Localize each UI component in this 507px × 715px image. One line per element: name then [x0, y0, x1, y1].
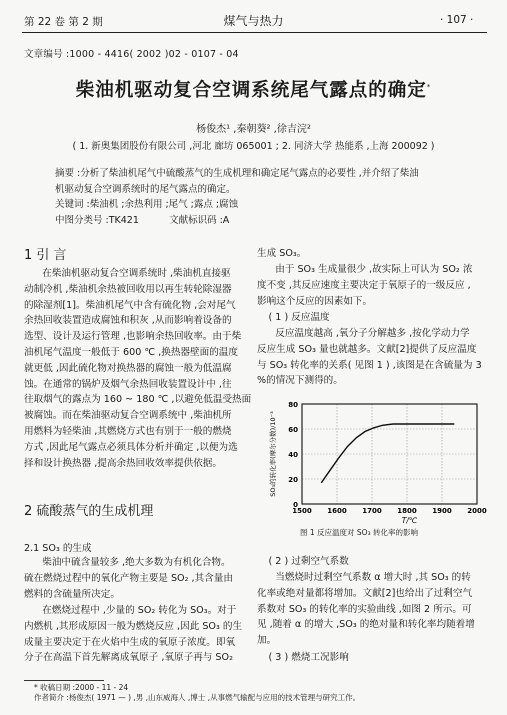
- header-rule: [22, 32, 487, 33]
- paragraph-2-1-a: [24, 555, 239, 602]
- paper-title-text: 柴油机驱动复合空调系统尾气露点的确定: [75, 80, 427, 101]
- text-line: %的情况下测得的。: [257, 375, 343, 387]
- figure-1-caption: 图 1 反应温度对 SO₃ 转化率的影响: [300, 528, 418, 537]
- journal-name: 煤气与热力: [223, 14, 284, 28]
- article-number: 文章编号 :1000 - 4416( 2002 )02 - 0107 - 04: [24, 49, 239, 60]
- text-line: 用燃料为轻柴油 ,其燃烧方式也有别于一般的燃烧: [24, 425, 232, 437]
- paragraph-right-b: [257, 262, 485, 309]
- authors: 杨俊杰¹ ,秦朝葵² ,徐吉浣²: [196, 124, 311, 135]
- y-tick-label: 0: [293, 501, 298, 509]
- item-1-paragraph: [257, 326, 485, 389]
- text-line: 方式 ,因此尾气露点必须具体分析并确定 ,以便为选: [24, 441, 238, 453]
- abstract-block: [55, 166, 465, 228]
- subsection-2-1-title: 2.1 SO₃ 的生成: [24, 543, 92, 554]
- text-line: 就更低 ,因此硫化物对换热器的腐蚀一般为低温腐: [24, 362, 232, 374]
- text-line: 往取烟气的露点为 160 ~ 180 ℃ ,以避免低温受热面: [24, 394, 252, 406]
- text-line: 内燃机 ,其形成原因一般为燃烧反应 ,因此 SO₃ 的生: [24, 620, 243, 632]
- text-line: 柴油中硫含量较多 ,绝大多数为有机化合物。: [42, 557, 231, 568]
- x-axis-label: T/℃: [401, 516, 418, 525]
- text-line: 蚀。在通常的锅炉及烟气余热回收装置设计中 ,往: [24, 378, 232, 390]
- text-line: 影响这个反应的因素如下。: [257, 295, 373, 307]
- section-2-title: 2 硫酸蒸气的生成机理: [24, 504, 154, 519]
- text-line: 燃料的含硫量所决定。: [24, 588, 120, 600]
- text-line: 成量主要决定于在火焰中生成的氧原子浓度。即氧: [24, 636, 236, 648]
- title-footnote-mark: *: [426, 82, 432, 91]
- footnote-rule: [24, 680, 104, 681]
- text-line: 选型、设计及运行管理 ,也影响余热回收率。由于柴: [24, 331, 242, 343]
- paragraph-right-a: [257, 246, 485, 262]
- text-line: 反应温度越高 ,氧分子分解越多 ,按化学动力学: [275, 328, 470, 339]
- text-line: 当燃烧时过剩空气系数 α 增大时 ,其 SO₃ 的转: [275, 572, 471, 583]
- keywords: 关键词 :柴油机 ;余热利用 ;尾气 ;露点 ;腐蚀: [55, 199, 239, 210]
- y-tick-label: 40: [288, 451, 298, 459]
- text-line: 被腐蚀。而在柴油驱动复合空调系统中 ,柴油机所: [24, 410, 232, 422]
- figure-1-chart: [262, 396, 492, 536]
- abstract-line-1: 摘要 :分析了柴油机尾气中硫酸蒸气的生成机理和确定尾气露点的必要性 ,并介绍了柴油: [55, 168, 419, 179]
- text-line: 在柴油机驱动复合空调系统时 ,柴油机直接驱: [42, 268, 231, 279]
- abstract-line-2: 机驱动复合空调系统时的尾气露点的确定。: [55, 183, 236, 195]
- affiliation: ( 1. 新奥集团股份有限公司 ,河北 廊坊 065001 ; 2. 同济大学 热能系 ,上海 200092 ): [72, 141, 435, 152]
- text-line: 度不变 ,其反应速度主要决定于氧原子的一级反应 ,: [257, 279, 471, 291]
- text-line: 动制冷机 ,柴油机余热被回收用以再生转轮除湿器: [24, 283, 232, 295]
- item-1-title: ( 1 ) 反应温度: [268, 312, 330, 323]
- x-tick-label: 1600: [327, 507, 347, 515]
- item-2-title: ( 2 ) 过剩空气系数: [268, 556, 349, 567]
- page-number: · 107 ·: [440, 14, 474, 26]
- text-line: 油机尾气温度一般低于 600 ℃ ,换热器壁面的温度: [24, 346, 238, 358]
- paper-title: [0, 76, 507, 102]
- paragraph-2-1-b: [24, 603, 243, 666]
- volume-issue: 第 22 卷 第 2 期: [24, 16, 103, 28]
- item-3-title: ( 3 ) 燃烧工况影响: [268, 652, 349, 663]
- intro-paragraph: [24, 266, 252, 471]
- text-line: 分子在高温下首先解离成氧原子 ,氧原子再与 SO₂: [24, 652, 233, 664]
- text-line: 见 ,随着 α 的增大 ,SO₃ 的绝对量和转化率均随着增: [257, 619, 475, 631]
- text-line: 加。: [257, 635, 277, 647]
- text-line: 化率或绝对量都将增加。文献[2]也给出了过剩空气: [257, 587, 473, 599]
- x-tick-label: 2000: [467, 507, 487, 515]
- text-line: 在燃烧过程中 ,少量的 SO₂ 转化为 SO₃。对于: [42, 605, 237, 616]
- series-line: [321, 424, 454, 483]
- text-line: 硫在燃烧过程中的氧化产物主要是 SO₂ ,其含量由: [24, 572, 233, 584]
- y-tick-label: 60: [288, 426, 298, 434]
- y-tick-label: 20: [288, 476, 298, 484]
- section-1-title: 1 引 言: [24, 248, 67, 263]
- text-line: 系数对 SO₃ 的转化率的实验曲线 ,如图 2 所示。可: [257, 603, 472, 615]
- footnote-received: * 收稿日期 :2000 - 11 - 24: [34, 683, 129, 692]
- y-tick-label: 80: [288, 401, 298, 409]
- item-2-paragraph: [257, 570, 485, 649]
- text-line: 由于 SO₃ 生成量很少 ,故实际上可认为 SO₂ 浓: [275, 264, 473, 275]
- classification: 中图分类号 :TK421 文献标识码 :A: [55, 214, 230, 226]
- text-line: 与 SO₃ 转化率的关系( 见图 1 ) ,该图是在含硫量为 3: [257, 359, 482, 371]
- text-line: 的除湿剂[1]。柴油机尾气中含有硫化物 ,会对尾气: [24, 299, 236, 311]
- text-line: 余热回收装置造成腐蚀和积灰 ,从而影响着设备的: [24, 315, 232, 327]
- x-tick-label: 1900: [432, 507, 452, 515]
- footnote-author-bio: 作者简介 :杨俊杰( 1971 — ) ,男 ,山东威海人 ,博士 ,从事燃气输配与应用的技术管理与研究工作。: [34, 693, 361, 702]
- x-tick-label: 1800: [397, 507, 417, 515]
- y-axis-label: SO₃的转化率(摩尔分数)/10⁻³: [269, 411, 277, 497]
- text-line: 生成 SO₃。: [257, 248, 307, 259]
- x-tick-label: 1500: [292, 507, 312, 515]
- text-line: 择和设计换热器 ,提高余热回收效率提供依据。: [24, 457, 222, 469]
- text-line: 反应生成 SO₃ 量也就越多。文献[2]提供了反应温度: [257, 343, 477, 355]
- x-tick-label: 1700: [362, 507, 382, 515]
